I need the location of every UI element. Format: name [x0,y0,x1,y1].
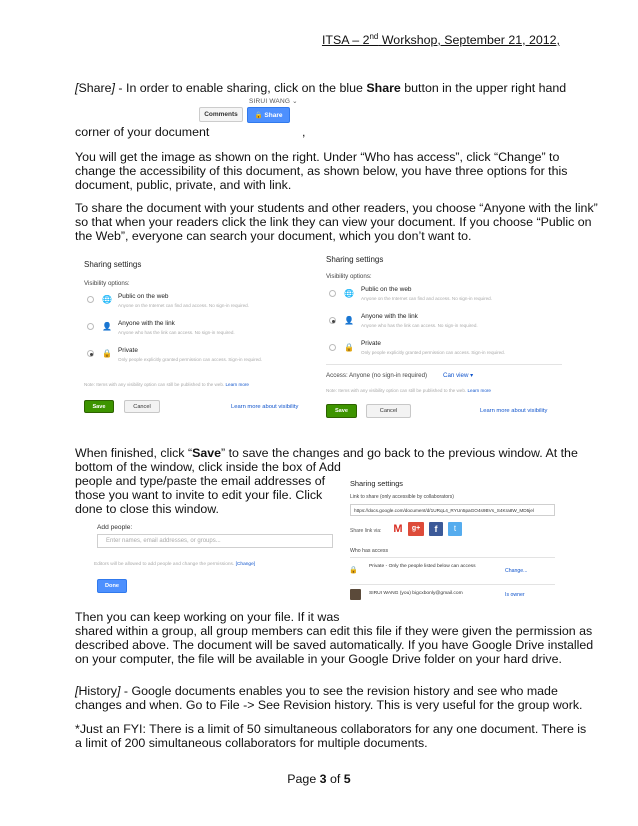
cancel-button[interactable]: Cancel [366,404,411,418]
access-dropdown[interactable]: Can view ▾ [443,372,474,379]
option-private-title: Private [118,347,138,354]
radio-public[interactable] [87,296,94,303]
save-button[interactable]: Save [326,404,357,418]
add-people-label: Add people: [97,524,133,531]
change-access-link[interactable]: Change... [505,568,528,574]
option-public-desc: Anyone on the Internet can find and access. No sign-in required. [361,296,493,301]
radio-anyone-link[interactable] [87,323,94,330]
avatar [350,589,361,600]
share-via-label: Share link via: [350,528,382,534]
option-public-title: Public on the web [361,286,412,293]
divider [350,584,555,585]
visibility-options-label: Visibility options: [326,273,372,280]
publish-note: Note: Items with any visibility option can still be published to the web. Learn more [84,382,249,387]
paragraph-3-line1: To share the document with your students and other readers, you choose “Anyone with the link” [75,201,598,215]
divider [350,557,555,558]
history-paragraph-line2: changes and when. Go to File -> See Revision history. This is very useful for the group work. [75,698,583,712]
globe-icon: 🌐 [102,295,112,304]
gmail-icon[interactable]: M [393,523,403,535]
sharing-settings-panel-left [76,253,312,419]
paragraph-3-line3: the Web”, everyone can search your document, which you don’t want to. [75,229,472,243]
done-button[interactable]: Done [97,579,127,593]
person-icon: 👤 [102,322,112,331]
input-placeholder: Enter names, email addresses, or groups... [106,538,221,544]
paragraph-5-line3: described above. The document will be saved automatically. If you have Google Drive installed [75,638,594,652]
panel-title: Sharing settings [84,260,142,269]
globe-icon: 🌐 [344,289,354,298]
visibility-options-label: Visibility options: [84,280,130,287]
fyi-paragraph-line1: *Just an FYI: There is a limit of 50 simultaneous collaborators for any one document. There is [75,722,587,736]
save-button[interactable]: Save [84,400,114,413]
paragraph-4-line5: done to close this window. [75,502,219,516]
radio-public[interactable] [329,290,336,297]
history-paragraph: [History] - Google documents enables you to see the revision history and see who made [75,684,558,698]
panel-title: Sharing settings [326,255,384,264]
owner-label: Is owner [505,592,525,598]
add-people-panel [90,518,337,600]
change-permissions-link[interactable]: [Change] [235,562,256,567]
user-name: SIRUI WANG ⌄ [249,98,298,105]
paragraph-2-line1: You will get the image as shown on the right. Under “Who has access”, click “Change” to [75,150,560,164]
share-button[interactable]: 🔒 Share [247,107,290,123]
option-link-title: Anyone with the link [118,320,175,327]
facebook-icon[interactable]: f [429,522,443,536]
learn-more-visibility-link[interactable]: Learn more about visibility [480,408,548,414]
access-label: Access: Anyone (no sign-in required) [326,372,428,379]
option-public-title: Public on the web [118,293,169,300]
option-link-desc: Anyone who has the link can access. No sign-in required. [118,330,235,335]
lock-icon: 🔒 [344,343,354,352]
paragraph-4-line1: When finished, click “Save” to save the changes and go back to the previous window. At the [75,446,578,460]
fyi-paragraph-line2: a limit of 200 simultaneous collaborators for multiple documents. [75,736,428,750]
paragraph-4-line3: people and type/paste the email addresses of [75,474,326,488]
link-label: Link to share (only accessible by collaborators) [350,494,454,500]
paragraph-5-line2: shared within a group, all group members can edit this file if they were given the permission as [75,624,593,638]
paragraph-4-line4: those you want to invite to edit your file. Click [75,488,323,502]
sharing-settings-panel-right [322,251,566,423]
access-row-private: Private - Only the people listed below can access [369,564,476,569]
option-public-desc: Anyone on the Internet can find and access. No sign-in required. [118,303,250,308]
google-plus-icon[interactable]: g+ [408,522,424,536]
share-paragraph: [Share] - In order to enable sharing, click on the blue Share button in the upper right hand [75,81,567,95]
paragraph-2-line2: change the accessibility of this document, as shown below, you have three options for this [75,164,568,178]
share-paragraph-line2: corner of your document [75,125,210,139]
radio-private[interactable] [329,344,336,351]
option-private-desc: Only people explicitly granted permission can access. Sign-in required. [361,350,506,355]
person-icon: 👤 [344,316,354,325]
radio-anyone-link[interactable] [329,317,336,324]
learn-more-link[interactable]: Learn more [467,388,491,393]
option-private-title: Private [361,340,381,347]
publish-note: Note: Items with any visibility option can still be published to the web. Learn more [326,388,491,393]
lock-icon: 🔒 [349,567,358,574]
option-private-desc: Only people explicitly granted permission can access. Sign-in required. [118,357,263,362]
paragraph-4-line2: bottom of the window, click inside the box of Add [75,460,341,474]
twitter-icon[interactable]: t [448,522,462,536]
editors-note: Editors will be allowed to add people and change the permissions. [Change] [94,562,256,567]
link-share-panel [343,474,557,608]
paragraph-3-line2: so that when your readers click the link they can view your document. If you choose “Public on [75,215,592,229]
cancel-button[interactable]: Cancel [124,400,160,413]
panel-title: Sharing settings [350,479,403,488]
learn-more-visibility-link[interactable]: Learn more about visibility [231,404,299,410]
comma: , [302,125,306,139]
page-number: Page 3 of 5 [287,772,351,786]
add-people-input[interactable] [97,534,333,548]
divider [326,364,562,365]
paragraph-5-line4: on your computer, the file will be available in your Google Drive folder on your hard drive. [75,652,562,666]
option-link-desc: Anyone who has the link can access. No sign-in required. [361,323,478,328]
who-has-access-label: Who has access [350,548,389,554]
link-url-field[interactable] [350,504,555,516]
option-link-title: Anyone with the link [361,313,418,320]
comments-button[interactable]: Comments [199,107,243,122]
access-row-owner: SIRUI WANG (you) bigcxbonly@gmail.com [369,591,463,596]
paragraph-5-line1: Then you can keep working on your file. If it was [75,610,340,624]
learn-more-link[interactable]: Learn more [225,382,249,387]
lock-icon: 🔒 [102,349,112,358]
paragraph-2-line3: document, public, private, and with link. [75,178,292,192]
link-url: https://docs.google.com/document/d/1URqL4_RYUn5paGO4s9BVs_S4Kra8W_MD5jel [354,507,534,513]
page-header: ITSA – 2nd Workshop, September 21, 2012, [321,31,560,47]
radio-private[interactable] [87,350,94,357]
